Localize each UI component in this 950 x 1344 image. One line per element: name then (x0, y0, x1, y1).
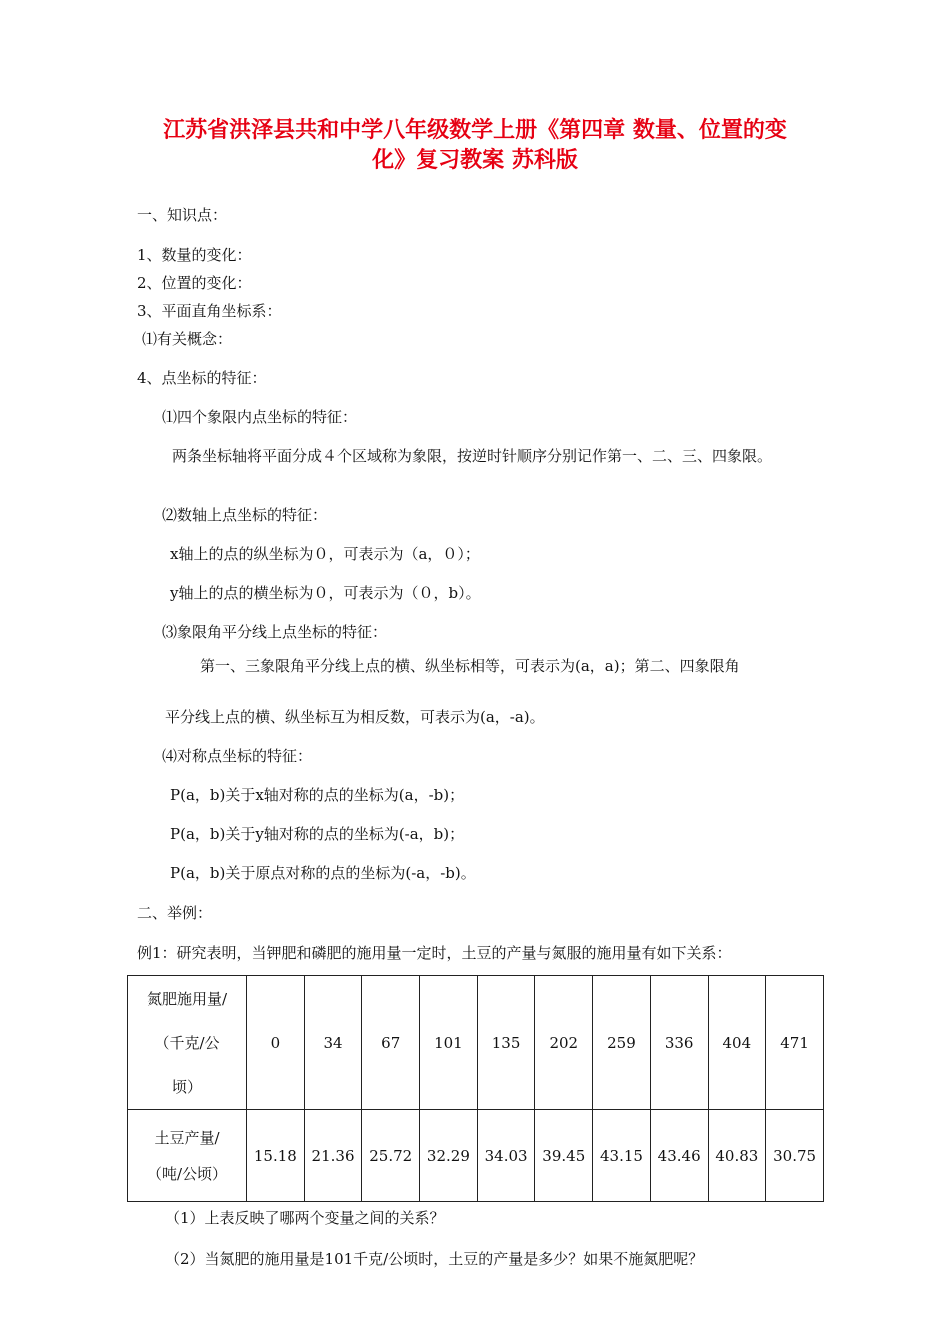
question-2: （2）当氮肥的施用量是101千克/公顷时，土豆的产量是多少？如果不施氮肥呢？ (165, 1250, 704, 1268)
bisector-text-1: 第一、三象限角平分线上点的横、纵坐标相等，可表示为(a，a)；第二、四象限角 (200, 657, 740, 675)
yield-cell: 39.45 (535, 1110, 593, 1202)
item-position-change: 2、位置的变化： (137, 274, 252, 292)
header-potato-line-2: （吨/公顷） (146, 1164, 228, 1183)
yield-cell: 25.72 (362, 1110, 420, 1202)
yield-cell: 43.15 (593, 1110, 651, 1202)
nitrogen-cell: 259 (593, 976, 651, 1110)
yield-cell: 30.75 (766, 1110, 824, 1202)
header-nitrogen-line-3: 顷） (171, 1077, 202, 1096)
symmetry-title: ⑷对称点坐标的特征： (162, 747, 313, 765)
title-line-1: 江苏省洪泽县共和中学八年级数学上册《第四章 数量、位置的变 (163, 118, 787, 143)
title-line-2: 化》复习教案 苏科版 (372, 148, 578, 173)
table-row-potato (128, 1110, 824, 1202)
bisector-title: ⑶象限角平分线上点坐标的特征： (162, 623, 388, 641)
symmetry-y: P(a，b)关于y轴对称的点的坐标为(-a，b)； (170, 825, 465, 843)
nitrogen-cell: 336 (650, 976, 708, 1110)
fertilizer-yield-table (127, 975, 824, 1202)
yield-cell: 34.03 (477, 1110, 535, 1202)
quadrant-title: ⑴四个象限内点坐标的特征： (162, 408, 358, 426)
header-nitrogen-line-1: 氮肥施用量/ (146, 989, 228, 1008)
yield-cell: 32.29 (420, 1110, 478, 1202)
document-title (120, 116, 830, 176)
header-nitrogen (128, 976, 247, 1110)
axis-x-text: x轴上的点的纵坐标为０，可表示为（a，０）； (170, 545, 480, 563)
symmetry-x: P(a，b)关于x轴对称的点的坐标为(a，-b)； (170, 786, 465, 804)
header-potato (128, 1110, 247, 1202)
table-row-nitrogen (128, 976, 824, 1110)
axis-title: ⑵数轴上点坐标的特征： (162, 506, 328, 524)
bisector-text-2: 平分线上点的横、纵坐标互为相反数，可表示为(a，-a)。 (165, 708, 545, 726)
yield-cell: 15.18 (247, 1110, 305, 1202)
item-point-features: 4、点坐标的特征： (137, 369, 267, 387)
axis-y-text: y轴上的点的横坐标为０，可表示为（０，b）。 (170, 584, 481, 602)
quadrant-text: 两条坐标轴将平面分成４个区域称为象限，按逆时针顺序分别记作第一、二、三、四象限。 (172, 447, 773, 465)
nitrogen-cell: 135 (477, 976, 535, 1110)
yield-cell: 43.46 (650, 1110, 708, 1202)
header-potato-line-1: 土豆产量/ (154, 1128, 220, 1147)
section-heading-knowledge: 一、知识点： (137, 206, 228, 224)
yield-cell: 21.36 (304, 1110, 362, 1202)
nitrogen-cell: 67 (362, 976, 420, 1110)
symmetry-origin: P(a，b)关于原点对称的点的坐标为(-a，-b)。 (170, 864, 476, 882)
item-quantity-change: 1、数量的变化： (137, 246, 252, 264)
item-coordinate-system: 3、平面直角坐标系： (137, 302, 282, 320)
example-1-text: 例1：研究表明，当钾肥和磷肥的施用量一定时，土豆的产量与氮服的施用量有如下关系： (137, 944, 732, 962)
nitrogen-cell: 202 (535, 976, 593, 1110)
nitrogen-cell: 0 (247, 976, 305, 1110)
question-1: （1）上表反映了哪两个变量之间的关系？ (165, 1209, 445, 1227)
nitrogen-cell: 101 (420, 976, 478, 1110)
nitrogen-cell: 34 (304, 976, 362, 1110)
yield-cell: 40.83 (708, 1110, 766, 1202)
item-concepts: ⑴有关概念： (142, 330, 233, 348)
section-heading-examples: 二、举例： (137, 904, 213, 922)
nitrogen-cell: 404 (708, 976, 766, 1110)
header-nitrogen-line-2: （千克/公 (154, 1033, 220, 1052)
nitrogen-cell: 471 (766, 976, 824, 1110)
